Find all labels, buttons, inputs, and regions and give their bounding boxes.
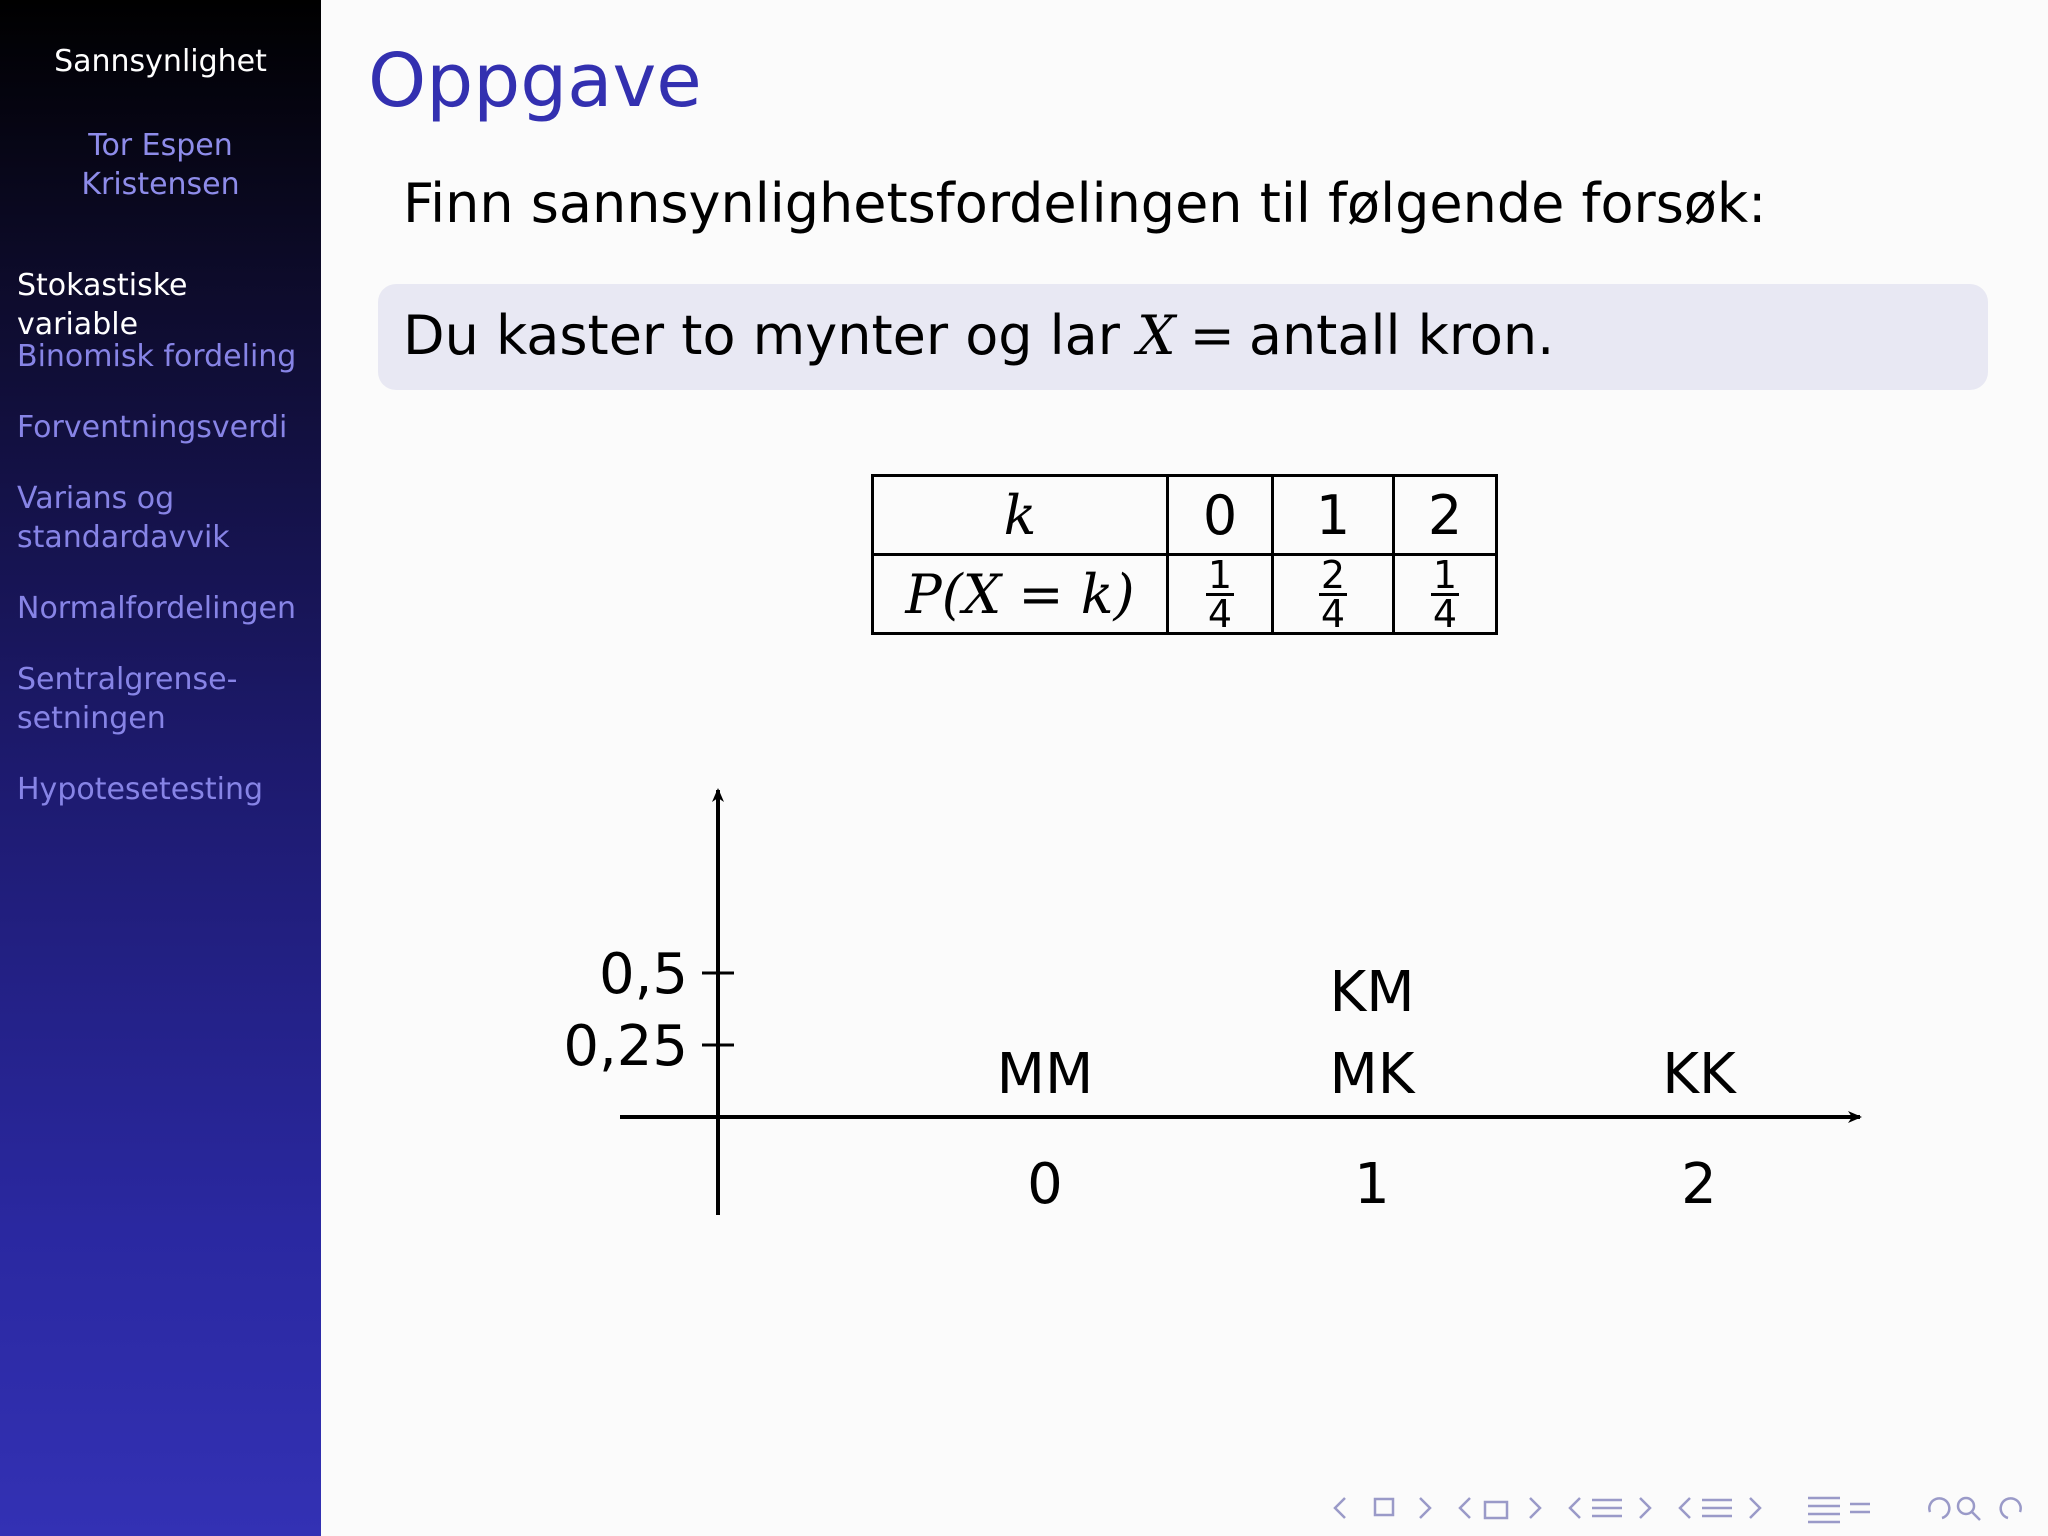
task-suffix: antall kron. [1248,304,1555,367]
outcome-label: KK [1662,1042,1736,1107]
table-cell-k2: 2 [1394,476,1497,555]
task-intro: Finn sannsynlighetsfordelingen til følgende forsøk: [403,172,1767,235]
sidebar-item-label-line2: setningen [17,701,166,736]
x-tick-label: 0 [1027,1152,1063,1217]
task-equals: = [1189,304,1235,367]
task-prefix: Du kaster to mynter og lar [403,304,1120,367]
table-header-probability: P(X = k) [873,555,1168,634]
beamer-navigation-bar [1330,1490,2030,1526]
nav-next-slide-icon[interactable] [1420,1498,1430,1518]
nav-next-section-icon[interactable] [1750,1498,1760,1518]
nav-subsection-icon[interactable] [1592,1500,1622,1516]
outcome-label: MM [996,1042,1094,1107]
x-tick-label: 2 [1681,1152,1717,1217]
nav-undo-icon[interactable] [1929,1498,1949,1518]
y-tick-label: 0,5 [598,942,688,1007]
outcome-label: MK [1329,1042,1415,1107]
frame-title: Oppgave [368,38,702,124]
nav-prev-slide-icon[interactable] [1335,1498,1345,1518]
nav-frame-icon[interactable] [1485,1502,1507,1518]
fraction-denominator: 4 [1432,591,1458,636]
sidebar-item-label: Stokastiske variable [17,268,188,342]
table-header-k: k [873,476,1168,555]
sidebar-presentation-title[interactable]: Sannsynlighet [54,44,267,79]
sidebar-item-label: Varians og [17,481,175,516]
nav-redo-icon[interactable] [2001,1498,2021,1518]
outcome-label: KM [1329,960,1415,1025]
nav-next-frame-icon[interactable] [1530,1498,1540,1518]
nav-prev-frame-icon[interactable] [1460,1498,1470,1518]
fraction-denominator: 4 [1207,591,1233,636]
nav-section-icon[interactable] [1702,1500,1732,1516]
sidebar-item-label: Hypotesetesting [17,772,264,807]
y-tick-label: 0,25 [563,1014,688,1079]
nav-next-subsection-icon[interactable] [1640,1498,1650,1518]
fraction-numerator: 1 [1207,552,1233,597]
fraction-numerator: 1 [1432,552,1458,597]
table-cell-k0: 0 [1168,476,1273,555]
sidebar-item-label: Forventningsverdi [17,410,288,445]
sidebar-author-line2: Kristensen [81,167,240,202]
task-variable: X [1137,304,1176,367]
sidebar-item-label: Binomisk fordeling [17,339,297,374]
fraction-numerator: 2 [1320,552,1346,597]
x-tick-label: 1 [1354,1152,1390,1217]
nav-prev-subsection-icon[interactable] [1570,1498,1580,1518]
sidebar-item-label: Sentralgrense- [17,662,238,697]
fraction-denominator: 4 [1320,591,1346,636]
sidebar-author-line1: Tor Espen [88,128,233,163]
nav-search-icon[interactable] [1958,1498,1974,1514]
table-cell-k1: 1 [1273,476,1394,555]
nav-slide-icon[interactable] [1375,1499,1393,1515]
nav-presentation-icon[interactable] [1808,1498,1870,1522]
sidebar-item-label: Normalfordelingen [17,591,296,626]
nav-prev-section-icon[interactable] [1680,1498,1690,1518]
sidebar-item-label-line2: standardavvik [17,520,230,555]
